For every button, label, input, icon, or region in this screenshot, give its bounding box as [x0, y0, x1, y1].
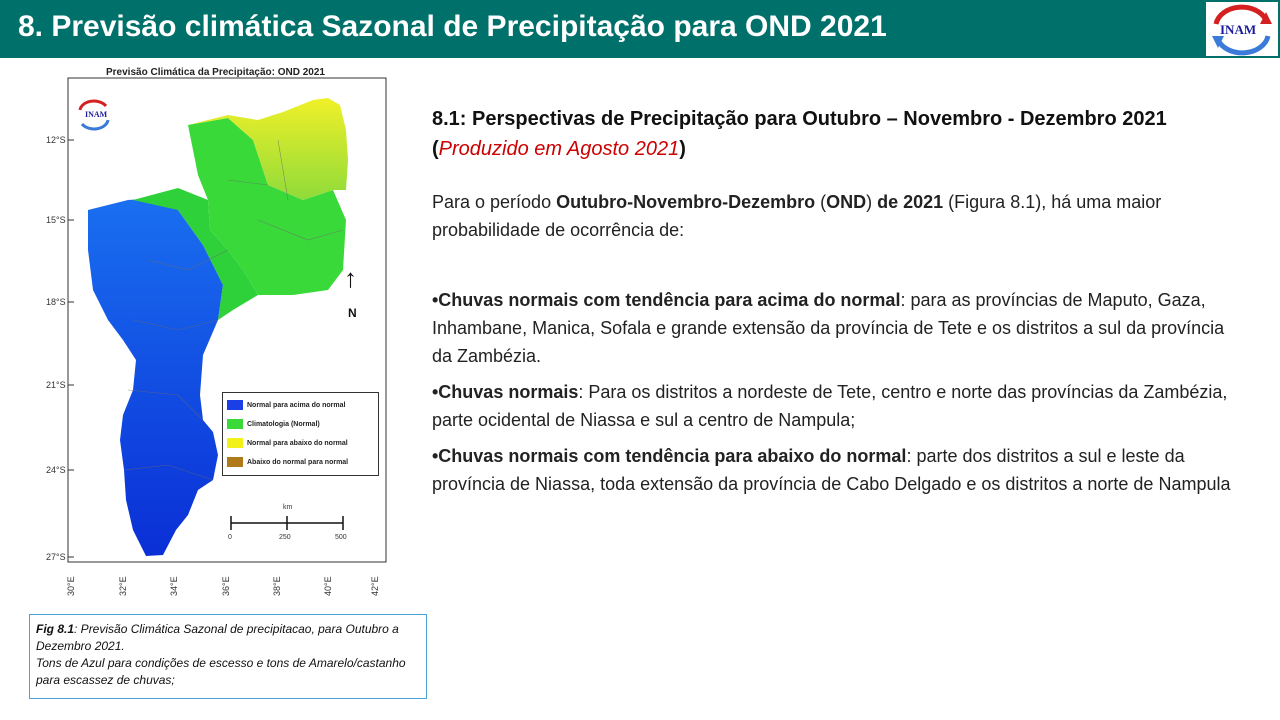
lon-label: 42°E	[370, 576, 380, 596]
caption-fig-label: Fig 8.1	[36, 622, 75, 636]
map-logo-text: INAM	[85, 110, 108, 119]
heading-end: )	[679, 138, 686, 160]
bullet-text: : parte dos distritos a sul e leste da província de Niassa, toda extensão da província de Cabo Delgado e os distritos a norte de Nampula	[432, 446, 1231, 494]
legend-label: Abaixo do normal para normal	[247, 458, 349, 466]
map-legend	[222, 392, 379, 476]
caption-line2: Tons de Azul para condições de escesso e tons de Amarelo/castanho para escassez de chuvas;	[36, 656, 406, 687]
heading-production-date: Produzido em Agosto 2021	[438, 138, 680, 160]
bullet-below-normal	[432, 442, 1232, 498]
page-title: 8. Previsão climática Sazonal de Precipitação para OND 2021	[18, 10, 887, 43]
lat-label: 15°S	[46, 215, 66, 225]
intro-period: Outubro-Novembro-Dezembro	[556, 192, 816, 212]
intro-text: Para o período	[432, 192, 557, 212]
scale-tick: 250	[279, 534, 291, 541]
lon-label: 36°E	[221, 576, 231, 596]
lon-label: 34°E	[169, 576, 179, 596]
map-canvas	[28, 60, 398, 600]
intro-text: (	[815, 192, 827, 212]
bullet-normal	[432, 378, 1232, 434]
intro-text: )	[866, 192, 878, 212]
intro-ond: OND	[826, 192, 867, 212]
title-bar	[0, 0, 1280, 58]
legend-item	[227, 454, 348, 470]
bullet-text: : Para os distritos a nordeste de Tete, centro e norte das províncias da Zambézia, parte ocidental de Niassa e sul a centro de Nampula;	[432, 382, 1228, 430]
intro-year: de 2021	[877, 192, 944, 212]
legend-label: Normal para abaixo do normal	[247, 439, 348, 447]
lon-label: 40°E	[323, 576, 333, 596]
legend-swatch	[227, 438, 243, 448]
scale-tick: 0	[228, 534, 232, 541]
lat-label: 12°S	[46, 135, 66, 145]
legend-swatch	[227, 400, 243, 410]
scale-tick: 500	[335, 534, 347, 541]
legend-swatch	[227, 457, 243, 467]
heading-main: 8.1: Perspectivas de Precipitação para Outubro – Novembro - Dezembro 2021 (	[432, 108, 1167, 160]
north-label: N	[348, 306, 357, 320]
legend-label: Normal para acima do normal	[247, 401, 346, 409]
legend-item	[227, 416, 320, 432]
precipitation-map-figure	[28, 60, 398, 600]
lon-label: 30°E	[66, 576, 76, 596]
bullet-title: •Chuvas normais com tendência para acima do normal	[432, 290, 901, 310]
map-title: Previsão Climática da Precipitação: OND 2021	[106, 67, 325, 78]
lat-label: 27°S	[46, 552, 66, 562]
legend-item	[227, 435, 348, 451]
logo-text: INAM	[1220, 22, 1257, 37]
lat-label: 24°S	[46, 465, 66, 475]
bullet-title: •Chuvas normais	[432, 382, 579, 402]
intro-text: (Figura 8.1), há uma maior probabilidade de ocorrência de:	[432, 192, 1162, 240]
north-arrow-icon: ↑	[344, 263, 357, 293]
lat-label: 18°S	[46, 297, 66, 307]
legend-swatch	[227, 419, 243, 429]
figure-caption	[29, 614, 427, 699]
bullet-text: : para as províncias de Maputo, Gaza, Inhambane, Manica, Sofala e grande extensão da província de Tete e os distritos a sul da província da Zambézia.	[432, 290, 1225, 366]
section-heading	[432, 104, 1252, 164]
lon-label: 38°E	[272, 576, 282, 596]
lat-label: 21°S	[46, 380, 66, 390]
legend-label: Climatologia (Normal)	[247, 420, 320, 428]
caption-line1: : Previsão Climática Sazonal de precipitacao, para Outubro a Dezembro 2021.	[36, 622, 399, 653]
scale-unit: km	[283, 504, 293, 511]
intro-paragraph	[432, 188, 1232, 244]
inam-logo	[1206, 2, 1278, 56]
legend-item	[227, 397, 345, 413]
lon-label: 32°E	[118, 576, 128, 596]
bullet-above-normal	[432, 286, 1232, 370]
bullet-title: •Chuvas normais com tendência para abaixo do normal	[432, 446, 907, 466]
